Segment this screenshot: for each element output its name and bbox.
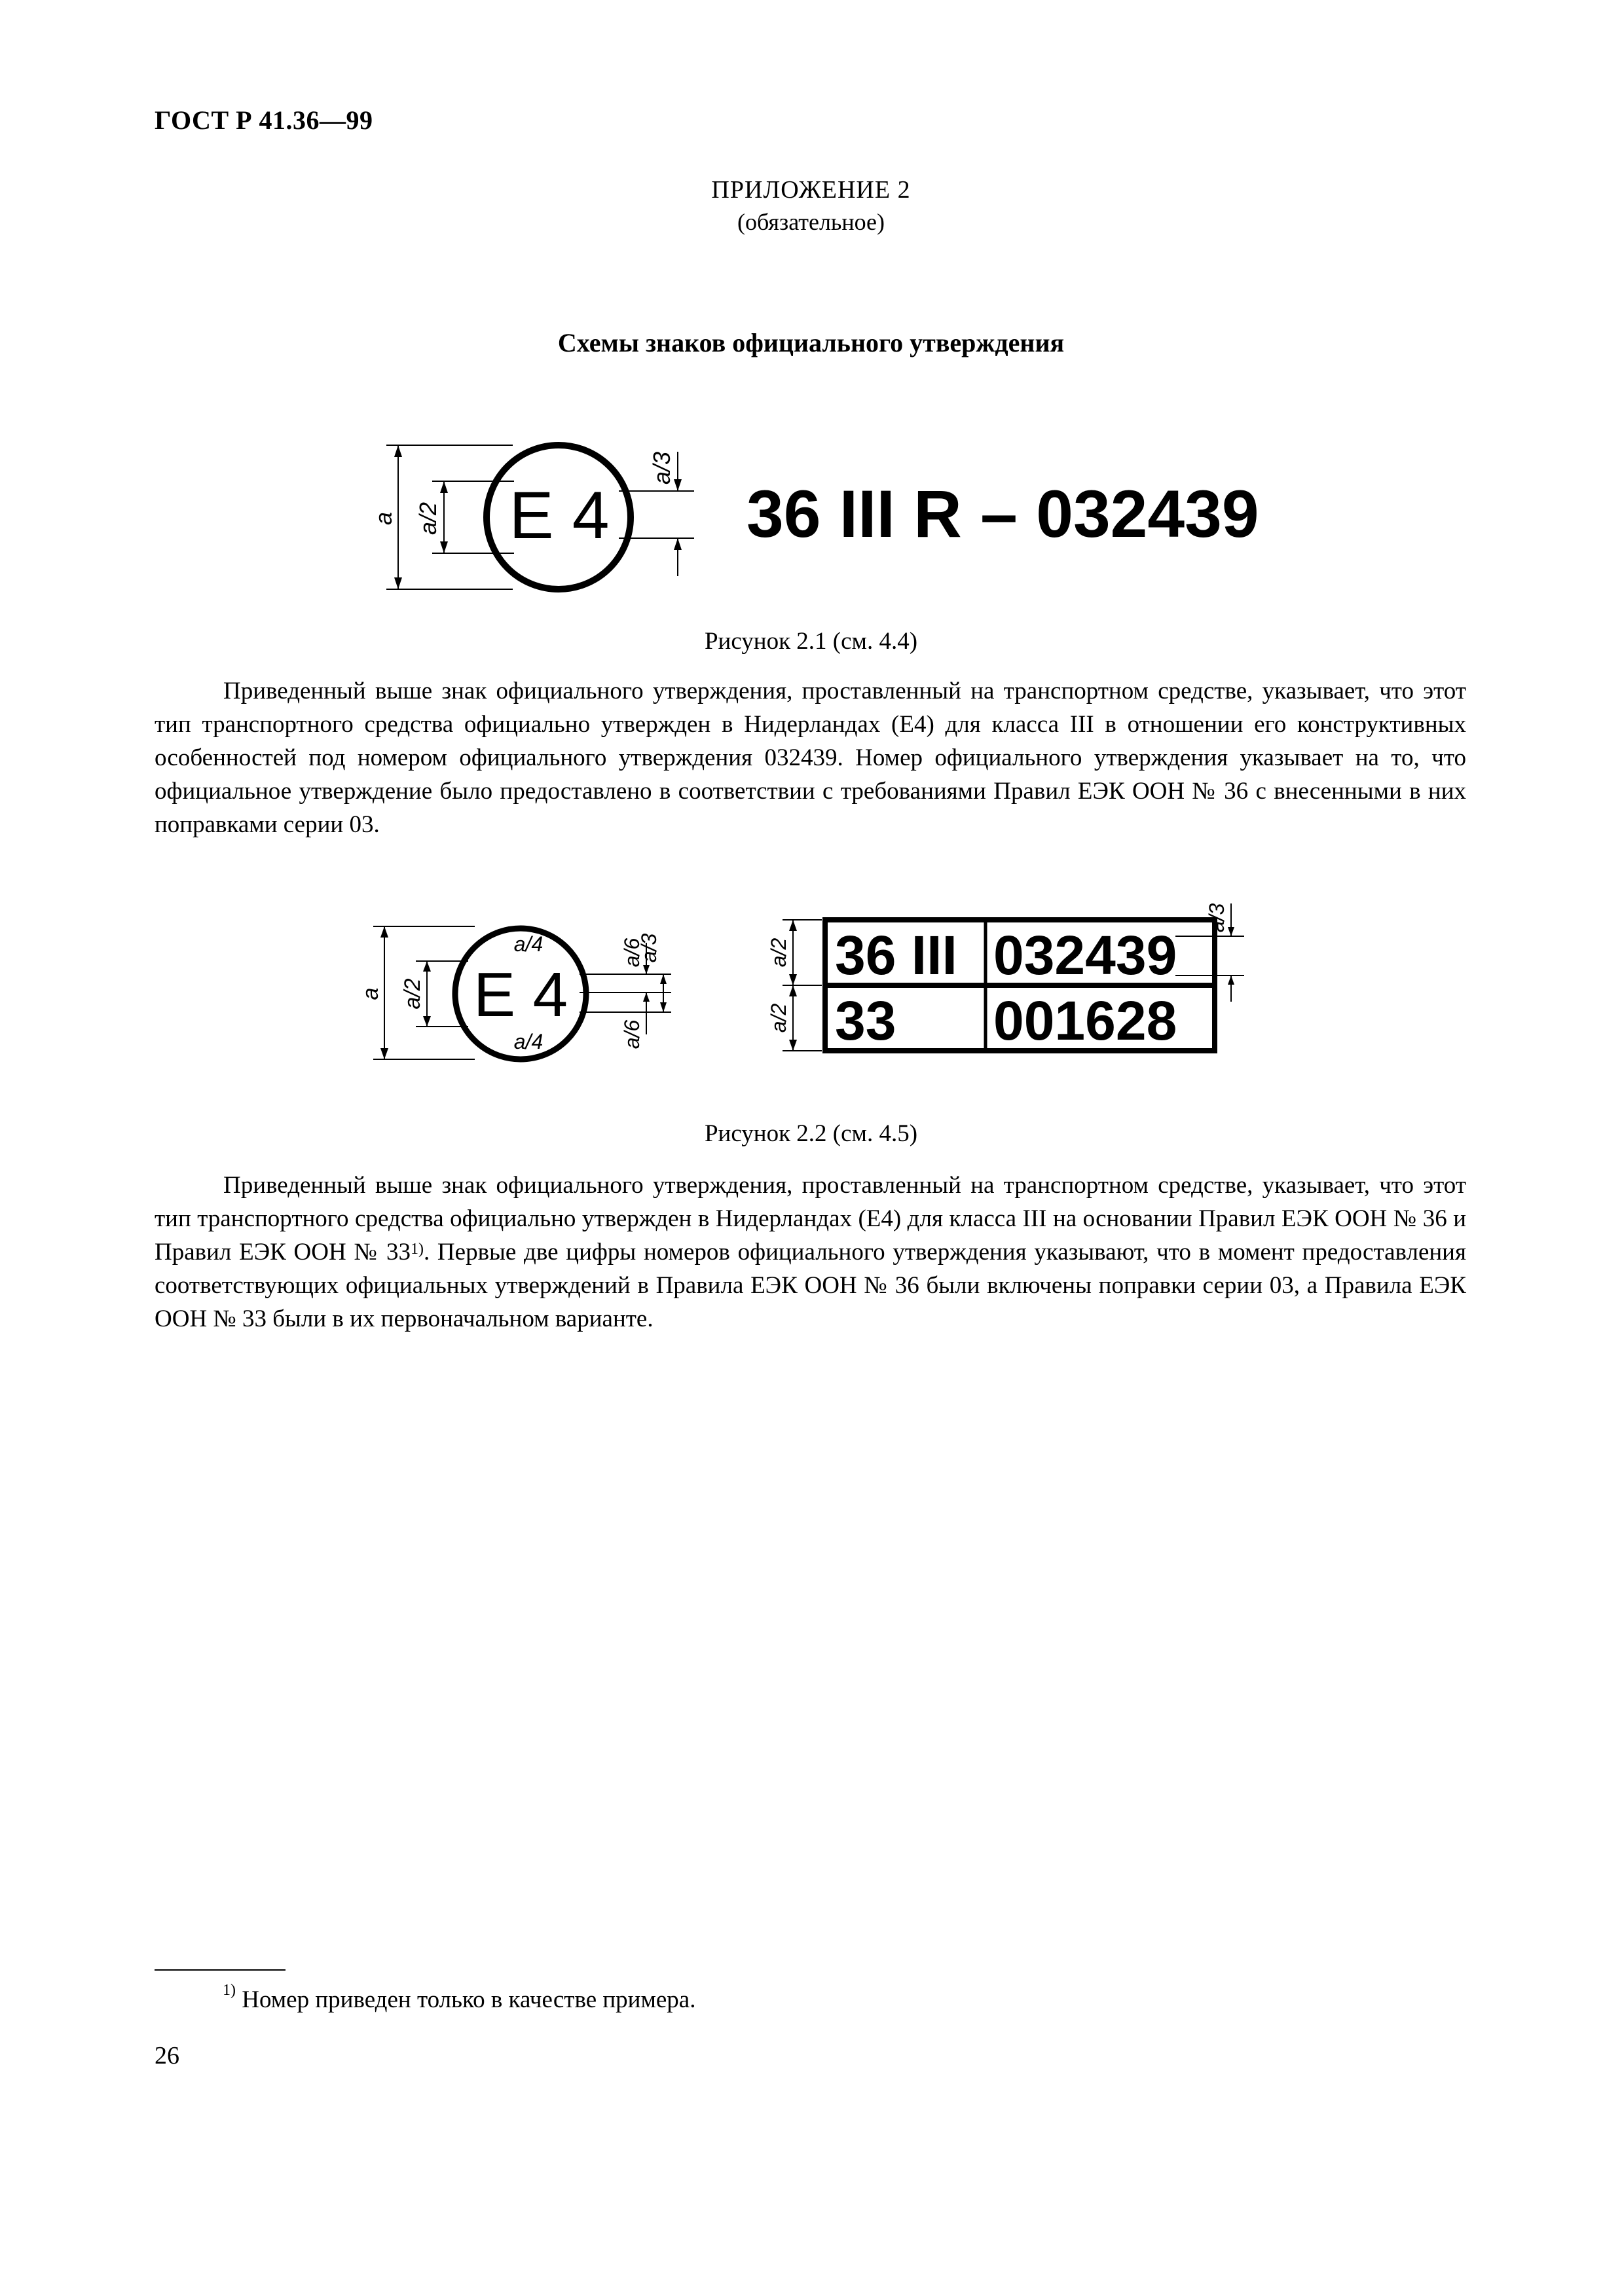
paragraph-1-text: Приведенный выше знак официального утверждения, проставленный на транспортном средстве, указывает, что этот тип транспортного средства официально утвержден в Нидерландах (E4) для класса III в отношении его конструктивных особенностей под номером официального утверждения 032439. Номер официального утверждения указывает на то, что официальное утверждение было предоставлено в соответствии с требованиями Правил ЕЭК ООН № 36 с внесенными в них поправками серии 03. — [155, 678, 1466, 838]
table-cell-r1c2: 032439 — [993, 924, 1177, 986]
table-cell-r1c1: 36 III — [835, 924, 957, 986]
dim-a-half: a/2 — [415, 501, 441, 536]
table-dim-a-half-bottom: a/2 — [767, 1003, 790, 1033]
figure-2-2 — [358, 884, 1293, 1080]
dim2-a: a — [358, 987, 383, 1000]
footnote-reference[interactable]: 1) — [410, 1241, 424, 1258]
dim2-a-half: a/2 — [400, 978, 425, 1010]
table-cell-r2c2: 001628 — [993, 990, 1177, 1051]
circle-text: E 4 — [509, 478, 610, 553]
paragraph-2-part2: . Первые две цифры номеров официального утверждения указывают, что в момент предоставления соответствующих официальных утверждений в Правила ЕЭК ООН № 36 были включены поправки серии 03, а Правила ЕЭК ООН № 33 были в их первоначальном варианте. — [155, 1239, 1466, 1332]
figure-2-1-caption: Рисунок 2.1 (см. 4.4) — [704, 628, 918, 655]
footnote — [223, 1982, 696, 2014]
table-dim-a-third: a/3 — [1205, 903, 1228, 933]
annex-label: ПРИЛОЖЕНИЕ 2 — [711, 176, 911, 204]
footnote-mark: 1) — [223, 1982, 236, 1999]
figure-2-2-caption: Рисунок 2.2 (см. 4.5) — [704, 1120, 918, 1147]
section-title: Схемы знаков официального утверждения — [557, 328, 1065, 357]
dim2-a-sixth-top: a/6 — [620, 938, 644, 968]
dim2-a-sixth-bottom: a/6 — [620, 1019, 644, 1049]
footnote-divider — [155, 1969, 286, 1971]
paragraph-1 — [155, 674, 1466, 841]
annex-status: (обязательное) — [737, 209, 885, 235]
footnote-text: Номер приведен только в качестве примера. — [242, 1986, 696, 2013]
approval-number: 36 III R – 032439 — [746, 477, 1259, 551]
page-number: 26 — [155, 2042, 179, 2069]
standard-header: ГОСТ Р 41.36—99 — [155, 105, 373, 135]
figure-2-1 — [367, 419, 1283, 615]
dim2-a-quarter-bottom: a/4 — [513, 1030, 544, 1053]
table-cell-r2c1: 33 — [835, 990, 896, 1051]
dim2-a-third: a/3 — [637, 933, 661, 963]
dim-a-third: a/3 — [648, 451, 675, 485]
table-dim-a-half-top: a/2 — [767, 938, 790, 968]
paragraph-2-part1: Приведенный выше знак официального утверждения, проставленный на транспортном средстве, указывает, что этот тип транспортного средства официально утвержден в Нидерландах (E4) для класса III на основании Правил ЕЭК ООН № 36 и Правил ЕЭК ООН № 33 — [155, 1172, 1466, 1266]
circle-text-small: E 4 — [473, 960, 568, 1030]
paragraph-2-text — [155, 1169, 1466, 1336]
paragraph-2 — [155, 1169, 1466, 1336]
dim2-a-quarter-top: a/4 — [513, 932, 544, 956]
dim-a: a — [370, 511, 397, 526]
